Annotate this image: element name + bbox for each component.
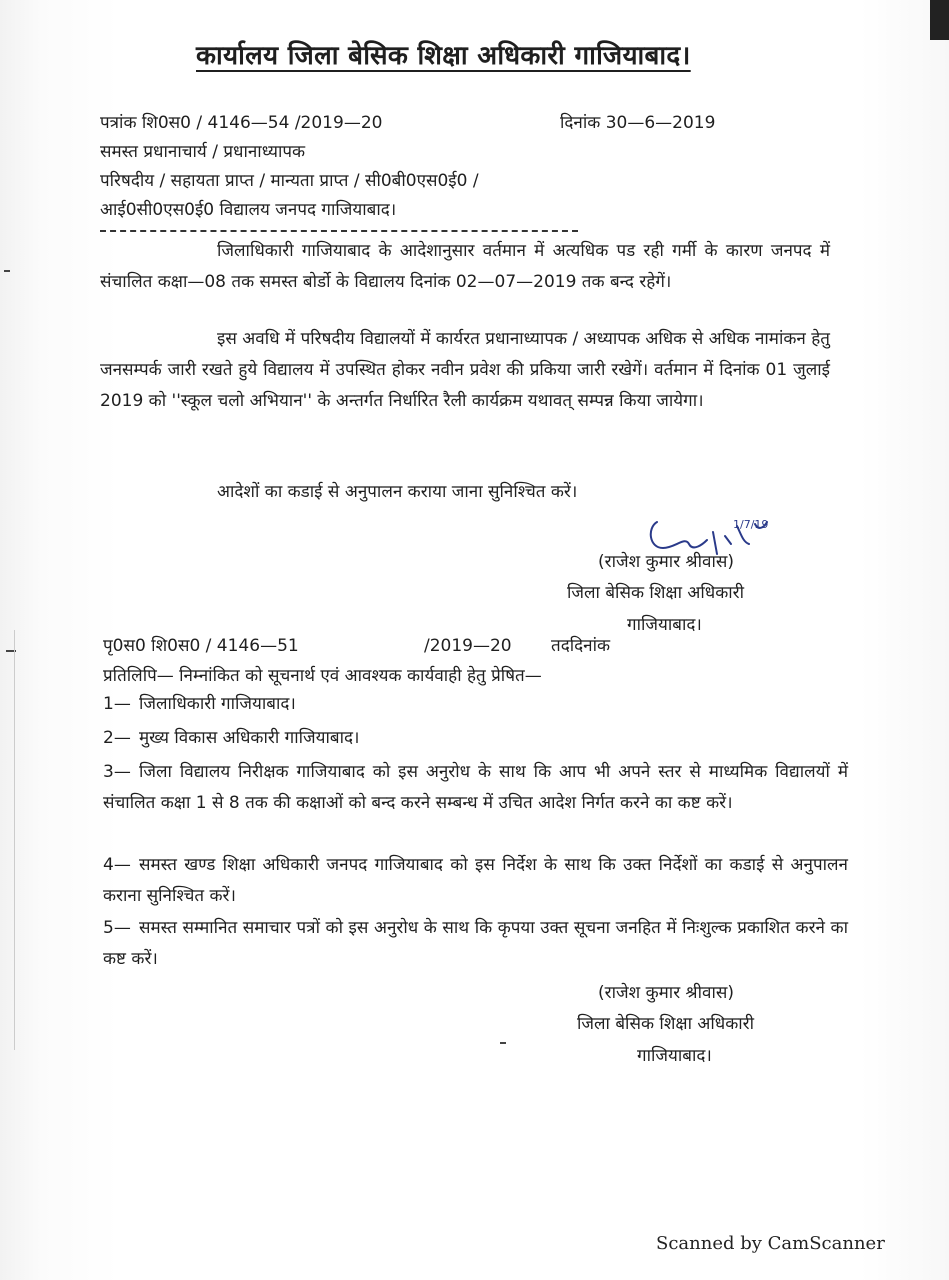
signatory-name-2: (राजेश कुमार श्रीवास) [598, 983, 734, 1003]
dashed-divider [100, 230, 578, 232]
signatory-name-1: (राजेश कुमार श्रीवास) [598, 552, 734, 572]
signatory-place-1: गाजियाबाद। [627, 615, 702, 635]
signatory-place-2: गाजियाबाद। [637, 1046, 712, 1066]
letter-date: दिनांक 30—6—2019 [560, 113, 716, 133]
addressee-line-3: आई0सी0एस0ई0 विद्यालय जनपद गाजियाबाद। [100, 200, 397, 220]
scanner-watermark: Scanned by CamScanner [656, 1233, 885, 1254]
addressee-line-1: समस्त प्रधानाचार्य / प्रधानाध्यापक [100, 142, 306, 162]
scan-artifact [4, 270, 10, 272]
body-paragraph-1: जिलाधिकारी गाजियाबाद के आदेशानुसार वर्तमान में अत्यधिक पड रही गर्मी के कारण जनपद में संचालित कक्षा—08 तक समस्त बोर्डो के विद्यालय दिनांक 02—07—2019 तक बन्द रहेगें। [100, 241, 830, 292]
scan-artifact [500, 1042, 506, 1044]
copy-list-item-1: 1— जिलाधिकारी गाजियाबाद। [103, 694, 296, 714]
copy-reference-date: तददिनांक [551, 636, 611, 656]
signature-date-note: 1/7/19 [733, 518, 769, 531]
copy-list-item-5: 5— समस्त सम्मानित समाचार पत्रों को इस अनुरोध के साथ कि कृपया उक्त सूचना जनहित में निःशुल्क प्रकाशित करने का कष्ट करें। [103, 918, 848, 969]
letter-number: पत्रांक शि0स0 / 4146—54 /2019—20 [100, 113, 383, 133]
copy-intro: प्रतिलिपि— निम्नांकित को सूचनार्थ एवं आवश्यक कार्यवाही हेतु प्रेषित— [103, 666, 542, 686]
signatory-designation-2: जिला बेसिक शिक्षा अधिकारी [577, 1014, 755, 1034]
body-paragraph-3: आदेशों का कडाई से अनुपालन कराया जाना सुनिश्चित करें। [217, 482, 578, 502]
copy-list-item-4: 4— समस्त खण्ड शिक्षा अधिकारी जनपद गाजियाबाद को इस निर्देश के साथ कि उक्त निर्देशों का कडाई से अनुपालन कराना सुनिश्चित करें। [103, 855, 848, 906]
body-paragraph-2: इस अवधि में परिषदीय विद्यालयों में कार्यरत प्रधानाध्यापक / अध्यापक अधिक से अधिक नामांकन हेतु जनसम्पर्क जारी रखते हुये विद्यालय में उपस्थित होकर नवीन प्रवेश की प्रकिया जारी रखेगें। वर्तमान में दिनांक 01 जुलाई 2019 को ''स्कूल चलो अभियान'' के अन्तर्गत निर्धारित रैली कार्यक्रम यथावत् सम्पन्न किया जायेगा। [100, 329, 830, 411]
copy-reference-year: /2019—20 [424, 636, 512, 656]
copy-list-item-2: 2— मुख्य विकास अधिकारी गाजियाबाद। [103, 728, 360, 748]
signatory-designation-1: जिला बेसिक शिक्षा अधिकारी [567, 583, 745, 603]
copy-list-item-3: 3— जिला विद्यालय निरीक्षक गाजियाबाद को इस अनुरोध के साथ कि आप भी अपने स्तर से माध्यमिक विद्यालयों में संचालित कक्षा 1 से 8 तक की कक्षाओं को बन्द करने सम्बन्ध में उचित आदेश निर्गत करने का कष्ट करें। [103, 762, 848, 813]
scan-artifact [930, 0, 949, 40]
addressee-line-2: परिषदीय / सहायता प्राप्त / मान्यता प्राप्त / सी0बी0एस0ई0 / [100, 171, 479, 191]
scan-artifact [14, 630, 15, 1050]
copy-reference-number: पृ0स0 शि0स0 / 4146—51 [103, 636, 299, 656]
office-title: कार्यालय जिला बेसिक शिक्षा अधिकारी गाजियाबाद। [196, 41, 691, 71]
